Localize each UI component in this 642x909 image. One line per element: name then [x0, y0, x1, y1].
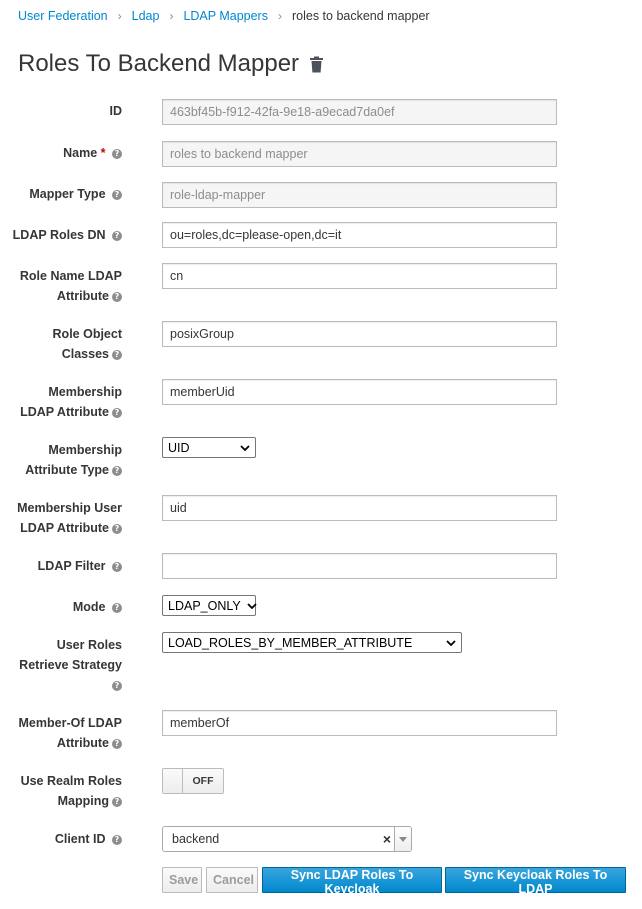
help-icon[interactable]: ?: [112, 466, 122, 476]
help-icon[interactable]: ?: [112, 681, 122, 691]
name-field[interactable]: [162, 141, 557, 167]
id-label-text: ID: [109, 104, 122, 118]
breadcrumb-user-federation[interactable]: User Federation: [18, 9, 108, 23]
client-id-label: [0, 829, 122, 849]
label-line: Classes: [61, 347, 109, 361]
breadcrumb-current: roles to backend mapper: [291, 9, 430, 23]
select-value: UID: [168, 440, 190, 455]
toggle-handle: [163, 769, 183, 793]
role-object-classes-label: [0, 324, 122, 364]
ldap-filter-input[interactable]: [162, 553, 557, 579]
sync-keycloak-roles-to-ldap-button[interactable]: Sync Keycloak Roles To LDAP: [445, 867, 626, 893]
mode-select[interactable]: [162, 595, 256, 616]
mode-label-text: Mode: [72, 600, 106, 614]
cancel-button[interactable]: Cancel: [206, 867, 258, 893]
membership-attribute-type-label: [0, 440, 122, 480]
ldap-roles-dn-label: [0, 225, 122, 245]
help-icon[interactable]: ?: [112, 408, 122, 418]
ldap-roles-dn-input[interactable]: [162, 222, 557, 248]
ldap-roles-dn-label-text: LDAP Roles DN: [12, 228, 106, 242]
member-of-ldap-attribute-input[interactable]: [162, 710, 557, 736]
user-roles-retrieve-strategy-select[interactable]: [162, 632, 462, 653]
membership-attribute-type-select[interactable]: [162, 437, 256, 458]
help-icon[interactable]: ?: [112, 603, 122, 613]
label-line: User Roles: [56, 638, 122, 652]
role-name-ldap-attribute-label: [0, 266, 122, 306]
breadcrumb-ldap[interactable]: Ldap: [131, 9, 160, 23]
page-title-text: Roles To Backend Mapper: [18, 50, 300, 77]
breadcrumb-separator-icon: ›: [117, 9, 122, 23]
breadcrumb-separator-icon: ›: [277, 9, 282, 23]
label-line: Attribute Type: [25, 463, 109, 477]
membership-user-ldap-attribute-input[interactable]: [162, 495, 557, 521]
help-icon[interactable]: ?: [112, 149, 122, 159]
ldap-filter-label-text: LDAP Filter: [37, 559, 106, 573]
member-of-ldap-attribute-label: [0, 713, 122, 753]
mapper-type-label: [0, 184, 122, 204]
mapper-type-label-text: Mapper Type: [29, 187, 106, 201]
label-line: LDAP Attribute: [20, 521, 109, 535]
required-marker: *: [100, 146, 106, 160]
select-value: LOAD_ROLES_BY_MEMBER_ATTRIBUTE: [168, 635, 413, 650]
help-icon[interactable]: ?: [112, 562, 122, 572]
help-icon[interactable]: ?: [112, 350, 122, 360]
page-title: [18, 50, 324, 78]
trash-icon[interactable]: [309, 56, 324, 73]
dropdown-arrow-icon[interactable]: [394, 827, 411, 851]
id-label: [0, 101, 122, 121]
chevron-down-icon: [247, 603, 257, 609]
use-realm-roles-mapping-label: [0, 771, 122, 811]
label-line: Mapping: [57, 794, 109, 808]
help-icon[interactable]: ?: [112, 231, 122, 241]
mapper-type-field[interactable]: [162, 182, 557, 208]
clear-icon[interactable]: ×: [382, 831, 392, 847]
name-label: [0, 143, 122, 163]
role-name-ldap-attribute-input[interactable]: [162, 263, 557, 289]
help-icon[interactable]: ?: [112, 797, 122, 807]
id-field[interactable]: [162, 99, 557, 125]
help-icon[interactable]: ?: [112, 190, 122, 200]
label-line: Retrieve Strategy: [19, 658, 122, 672]
label-line: Member-Of LDAP: [18, 716, 122, 730]
user-roles-retrieve-strategy-label: [0, 635, 122, 695]
toggle-state: OFF: [183, 769, 223, 793]
membership-user-ldap-attribute-label: [0, 498, 122, 538]
label-line: Attribute: [56, 736, 109, 750]
label-line: LDAP Attribute: [20, 405, 109, 419]
client-id-label-text: Client ID: [54, 832, 106, 846]
label-line: Use Realm Roles: [20, 774, 122, 788]
save-button[interactable]: Save: [162, 867, 202, 893]
breadcrumb: [18, 7, 430, 25]
mode-label: [0, 597, 122, 617]
label-line: Membership: [48, 385, 122, 399]
ldap-filter-label: [0, 556, 122, 576]
help-icon[interactable]: ?: [112, 739, 122, 749]
help-icon[interactable]: ?: [112, 524, 122, 534]
sync-ldap-roles-to-keycloak-button[interactable]: Sync LDAP Roles To Keycloak: [262, 867, 442, 893]
name-label-text: Name: [63, 146, 98, 160]
membership-ldap-attribute-label: [0, 382, 122, 422]
use-realm-roles-mapping-toggle[interactable]: [162, 768, 224, 794]
membership-ldap-attribute-input[interactable]: [162, 379, 557, 405]
label-line: Attribute: [56, 289, 109, 303]
select-value: LDAP_ONLY: [168, 598, 241, 613]
breadcrumb-ldap-mappers[interactable]: LDAP Mappers: [183, 9, 268, 23]
help-icon[interactable]: ?: [112, 292, 122, 302]
select-value: backend: [172, 832, 220, 846]
label-line: Membership User: [17, 501, 122, 515]
role-object-classes-input[interactable]: [162, 321, 557, 347]
chevron-down-icon: [446, 640, 456, 646]
label-line: Role Name LDAP: [19, 269, 122, 283]
chevron-down-icon: [240, 445, 250, 451]
label-line: Role Object: [52, 327, 122, 341]
label-line: Membership: [48, 443, 122, 457]
client-id-select[interactable]: [162, 826, 412, 852]
breadcrumb-separator-icon: ›: [169, 9, 174, 23]
help-icon[interactable]: ?: [112, 835, 122, 845]
